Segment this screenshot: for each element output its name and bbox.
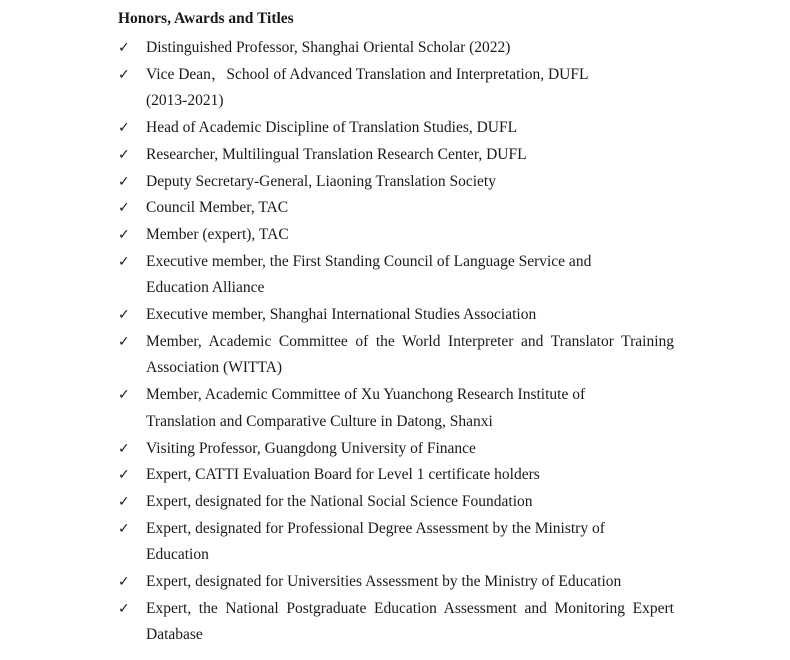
check-icon: ✓ [118, 200, 130, 217]
check-icon: ✓ [118, 600, 130, 617]
list-item [118, 596, 674, 649]
list-item [118, 115, 674, 142]
honors-section [118, 8, 674, 649]
item-text: Council Member, TAC [146, 199, 289, 217]
list-item [118, 462, 674, 489]
check-icon: ✓ [118, 520, 130, 537]
list-item [118, 35, 674, 62]
item-text: Expert, designated for Professional Degree Assessment by the Ministry of Education [146, 519, 605, 564]
item-text: Expert, CATTI Evaluation Board for Level 1 certificate holders [146, 466, 540, 484]
list-item [118, 516, 674, 569]
item-text: Visiting Professor, Guangdong University of Finance [146, 439, 476, 457]
list-item [118, 195, 674, 222]
check-icon: ✓ [118, 66, 130, 83]
check-icon: ✓ [118, 120, 130, 137]
list-item [118, 142, 674, 169]
list-item [118, 489, 674, 516]
item-text: Deputy Secretary-General, Liaoning Translation Society [146, 172, 496, 190]
check-icon: ✓ [118, 467, 130, 484]
list-item [118, 62, 674, 115]
check-icon: ✓ [118, 333, 130, 350]
item-text: Member (expert), TAC [146, 225, 289, 243]
check-icon: ✓ [118, 493, 130, 510]
list-item [118, 436, 674, 463]
check-icon: ✓ [118, 146, 130, 163]
item-text: Distinguished Professor, Shanghai Oriental Scholar (2022) [146, 39, 511, 56]
item-text: Executive member, Shanghai International Studies Association [146, 306, 537, 324]
item-text: Executive member, the First Standing Council of Language Service and Education Alliance [146, 252, 592, 297]
list-item [118, 569, 674, 596]
check-icon: ✓ [118, 253, 130, 270]
list-item [118, 249, 674, 302]
item-text: Vice Dean，School of Advanced Translation and Interpretation, DUFL (2013-2021) [146, 65, 589, 110]
item-text: Researcher, Multilingual Translation Research Center, DUFL [146, 145, 527, 163]
list-item [118, 302, 674, 329]
item-text: Expert, the National Postgraduate Education Assessment and Monitoring Expert Database [146, 599, 674, 644]
check-icon: ✓ [118, 173, 130, 190]
honors-list [118, 35, 674, 649]
list-item [118, 222, 674, 249]
check-icon: ✓ [118, 387, 130, 404]
item-text: Expert, designated for Universities Assessment by the Ministry of Education [146, 573, 622, 591]
item-text: Expert, designated for the National Social Science Foundation [146, 492, 533, 510]
list-item [118, 382, 674, 435]
item-text: Head of Academic Discipline of Translation Studies, DUFL [146, 119, 518, 137]
check-icon: ✓ [118, 307, 130, 324]
section-heading: Honors, Awards and Titles [118, 10, 294, 27]
list-item [118, 329, 674, 382]
item-text: Member, Academic Committee of the World Interpreter and Translator Training Association (WITTA) [146, 332, 674, 377]
check-icon: ✓ [118, 40, 130, 56]
item-text: Member, Academic Committee of Xu Yuanchong Research Institute of Translation and Comparative Culture in Datong, Shanxi [146, 386, 586, 430]
check-icon: ✓ [118, 574, 130, 591]
check-icon: ✓ [118, 226, 130, 243]
list-item [118, 169, 674, 196]
check-icon: ✓ [118, 440, 130, 457]
